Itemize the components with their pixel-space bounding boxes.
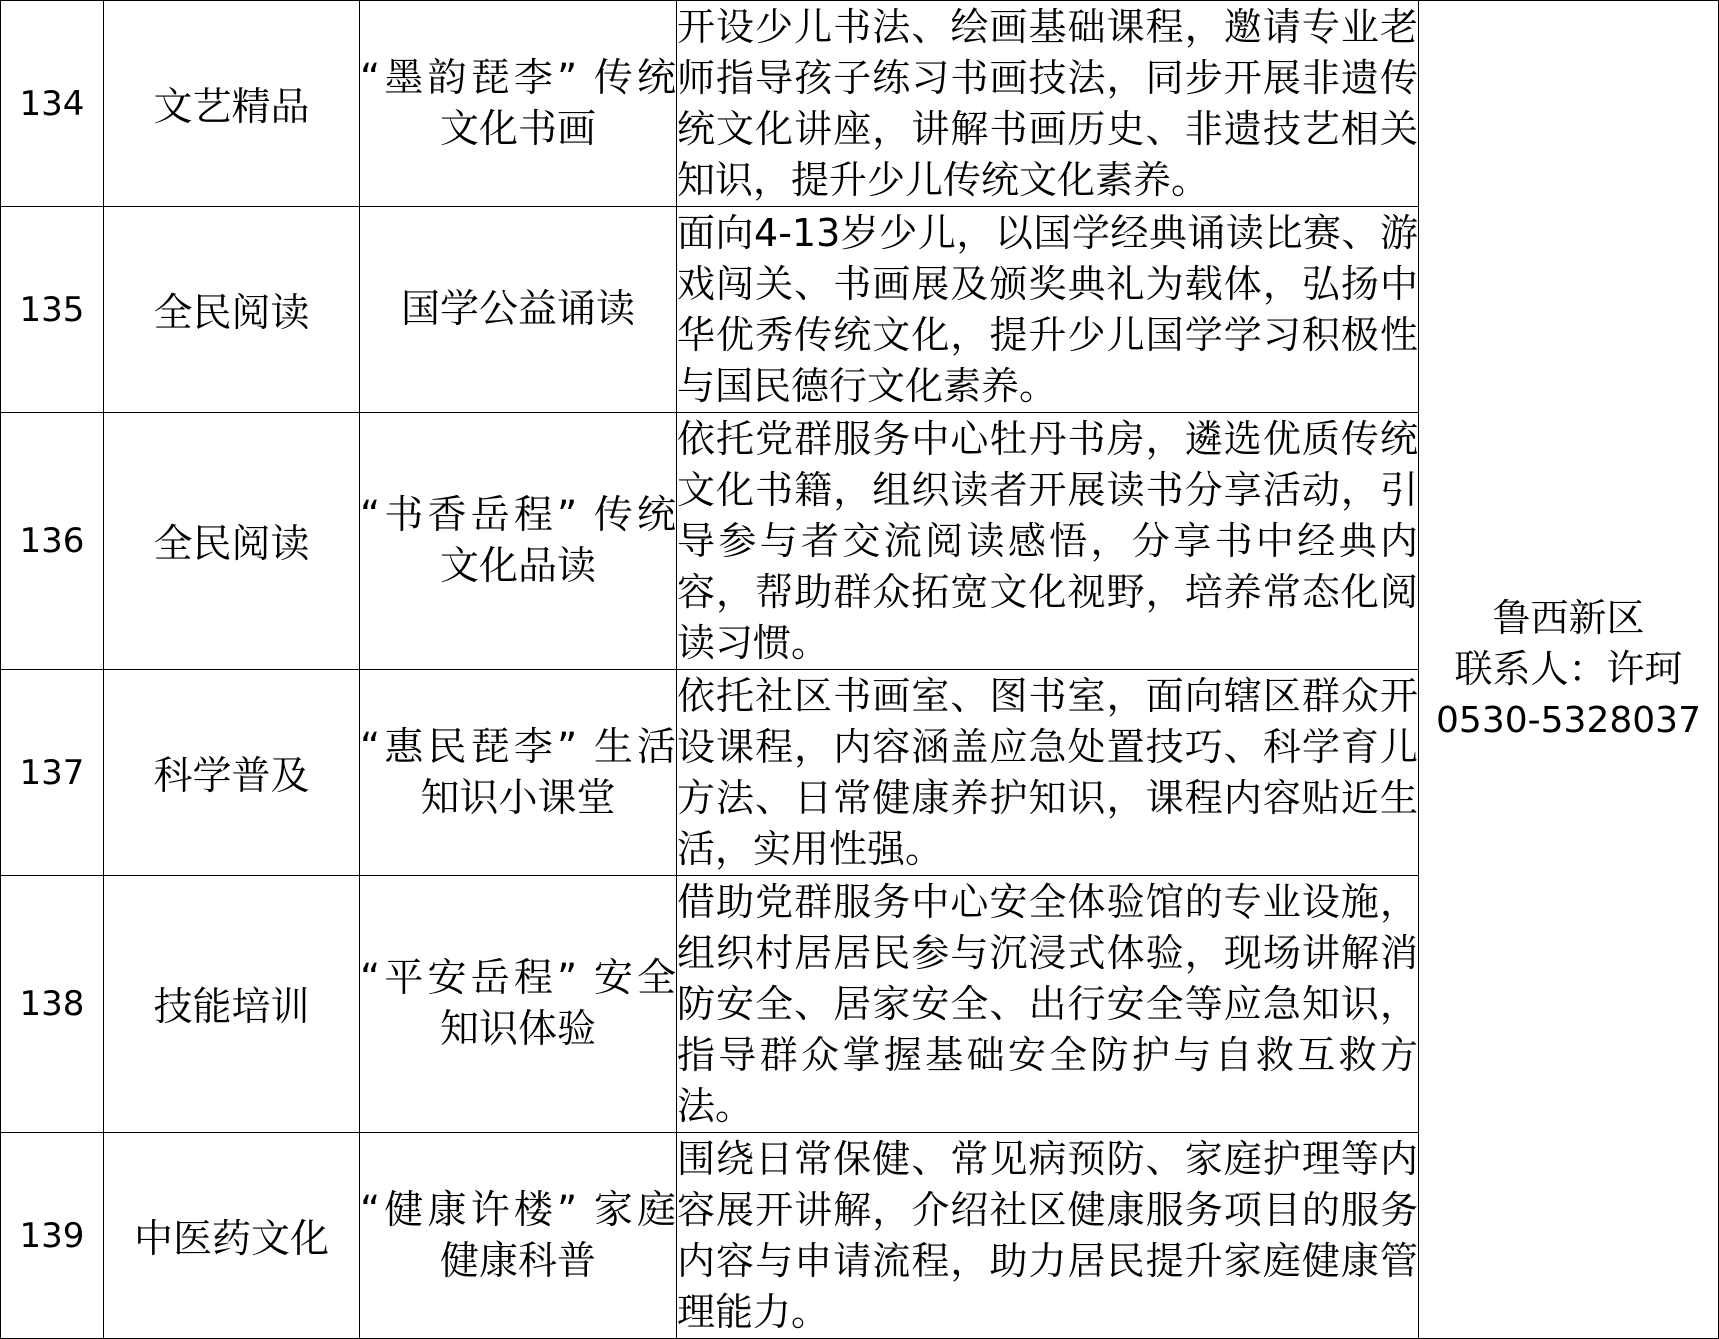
row-number: 139 bbox=[1, 1133, 104, 1339]
row-category: 技能培训 bbox=[104, 876, 360, 1133]
contact-phone: 0530-5328037 bbox=[1436, 700, 1701, 741]
row-description: 开设少儿书法、绘画基础课程，邀请专业老师指导孩子练习书画技法，同步开展非遗传统文化讲座，讲解书画历史、非遗技艺相关知识，提升少儿传统文化素养。 bbox=[677, 5, 1418, 202]
row-description-cell bbox=[677, 1, 1419, 207]
row-project-cell bbox=[360, 413, 677, 670]
row-number: 137 bbox=[1, 670, 104, 876]
row-number: 134 bbox=[1, 1, 104, 207]
contact-cell bbox=[1419, 1, 1719, 1339]
row-number: 138 bbox=[1, 876, 104, 1133]
row-project-name: “健康许楼” 家庭健康科普 bbox=[360, 1187, 676, 1284]
row-description-cell bbox=[677, 207, 1419, 413]
row-project-name: “墨韵琵李” 传统文化书画 bbox=[360, 55, 676, 152]
row-project-name: “平安岳程” 安全知识体验 bbox=[360, 956, 676, 1052]
row-description-cell bbox=[677, 876, 1419, 1133]
row-category: 文艺精品 bbox=[104, 1, 360, 207]
row-description-cell bbox=[677, 1133, 1419, 1339]
row-category: 全民阅读 bbox=[104, 207, 360, 413]
row-number: 135 bbox=[1, 207, 104, 413]
row-description: 依托党群服务中心牡丹书房，遴选优质传统文化书籍，组织读者开展读书分享活动，引导参与者交流阅读感悟，分享书中经典内容，帮助群众拓宽文化视野，培养常态化阅读习惯。 bbox=[677, 417, 1418, 665]
row-description: 围绕日常保健、常见病预防、家庭护理等内容展开讲解，介绍社区健康服务项目的服务内容与申请流程，助力居民提升家庭健康管理能力。 bbox=[677, 1137, 1418, 1334]
row-description-cell bbox=[677, 413, 1419, 670]
row-category: 科学普及 bbox=[104, 670, 360, 876]
row-project-name: 国学公益诵读 bbox=[400, 287, 635, 332]
row-description-cell bbox=[677, 670, 1419, 876]
row-project-name: “惠民琵李” 生活知识小课堂 bbox=[360, 724, 676, 821]
row-category: 全民阅读 bbox=[104, 413, 360, 670]
row-project-cell bbox=[360, 1, 677, 207]
row-project-cell bbox=[360, 670, 677, 876]
row-number: 136 bbox=[1, 413, 104, 670]
row-project-cell bbox=[360, 1133, 677, 1339]
row-project-name: “书香岳程” 传统文化品读 bbox=[360, 493, 676, 589]
contact-person: 联系人：许珂 bbox=[1454, 647, 1683, 691]
row-description: 依托社区书画室、图书室，面向辖区群众开设课程，内容涵盖应急处置技巧、科学育儿方法、日常健康养护知识，课程内容贴近生活，实用性强。 bbox=[677, 674, 1418, 871]
row-project-cell bbox=[360, 876, 677, 1133]
row-category: 中医药文化 bbox=[104, 1133, 360, 1339]
contact-district: 鲁西新区 bbox=[1492, 596, 1645, 640]
row-description: 面向4-13岁少儿，以国学经典诵读比赛、游戏闯关、书画展及颁奖典礼为载体，弘扬中华优秀传统文化，提升少儿国学学习积极性与国民德行文化素养。 bbox=[677, 211, 1418, 408]
table-row bbox=[1, 1, 1719, 207]
row-project-cell bbox=[360, 207, 677, 413]
row-description: 借助党群服务中心安全体验馆的专业设施，组织村居居民参与沉浸式体验，现场讲解消防安全、居家安全、出行安全等应急知识，指导群众掌握基础安全防护与自救互救方法。 bbox=[677, 880, 1418, 1128]
